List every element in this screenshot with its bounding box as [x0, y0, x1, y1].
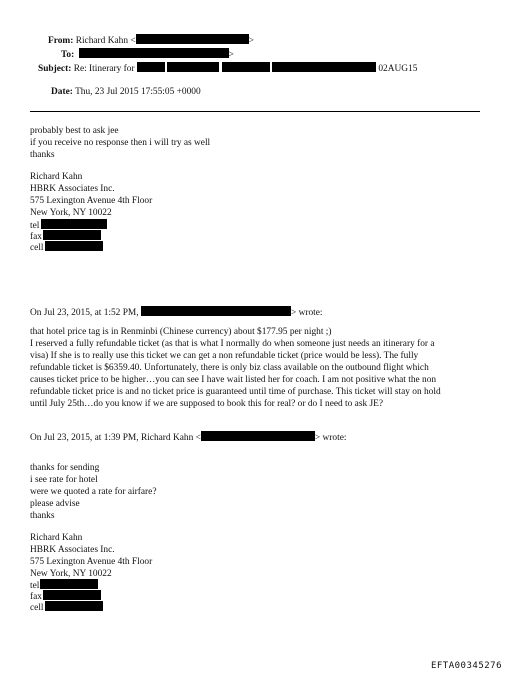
document-id: EFTA00345276: [430, 661, 502, 671]
body-line: thanks: [30, 511, 55, 521]
redaction-bar: [272, 62, 376, 72]
from-label: From:: [48, 36, 74, 46]
cell-label: cell: [30, 243, 44, 253]
redaction-bar: [222, 62, 270, 72]
quote-intro-start: On Jul 23, 2015, at 1:39 PM, Richard Kahn <: [30, 433, 201, 443]
subject-end: 02AUG15: [378, 64, 418, 74]
body-line: i see rate for hotel: [30, 475, 98, 485]
redaction-bar: [167, 62, 219, 72]
signature-address: 575 Lexington Avenue 4th Floor: [30, 196, 153, 206]
body-line: that hotel price tag is in Renminbi (Chinese currency) about $177.95 per night ;): [30, 327, 332, 337]
subject-value: Re: Itinerary for: [73, 64, 135, 74]
body-line: visa) If she is to really use this ticket we can get a non refundable ticket (price would be less). The fully: [30, 351, 419, 361]
from-close: >: [248, 36, 254, 46]
date-label: Date:: [51, 87, 73, 97]
signature-address: 575 Lexington Avenue 4th Floor: [30, 557, 153, 567]
body-line: if you receive no response then i will try as well: [30, 138, 211, 148]
from-value: Richard Kahn <: [75, 36, 136, 46]
redaction-bar: [41, 219, 107, 229]
from-row: [48, 34, 254, 46]
redaction-bar: [40, 579, 98, 589]
redaction-bar: [43, 590, 101, 600]
signature-company: HBRK Associates Inc.: [30, 545, 115, 555]
redaction-bar: [79, 48, 229, 58]
body-line: causes ticket price to be higher…you can see I have wait listed her for coach. I am not positive what the non: [30, 375, 437, 385]
body-line: thanks: [30, 150, 55, 160]
signature-company: HBRK Associates Inc.: [30, 184, 115, 194]
quote-intro-end: > wrote:: [314, 433, 347, 443]
subject-row: [38, 62, 417, 74]
redaction-bar: [141, 306, 291, 316]
body-line: probably best to ask jee: [30, 126, 119, 136]
signature-name: Richard Kahn: [30, 172, 83, 182]
date-row: [51, 87, 201, 97]
fax-label: fax: [30, 232, 42, 242]
body-line: I reserved a fully refundable ticket (as that is what I normally do when someone just needs an itinerary for a: [30, 339, 435, 349]
quote-intro-start: On Jul 23, 2015, at 1:52 PM,: [30, 308, 139, 318]
redaction-bar: [43, 230, 101, 240]
to-row: [61, 48, 234, 60]
signature-city: New York, NY 10022: [30, 208, 112, 218]
quote-intro: [30, 306, 323, 318]
to-close: >: [228, 50, 234, 60]
body-line: were we quoted a rate for airfare?: [30, 487, 157, 497]
redaction-bar: [136, 34, 249, 44]
signature-cell: [30, 601, 103, 613]
body-line: until July 25th…do you know if we are supposed to book this for real? or do I need to ask JE?: [30, 399, 384, 409]
date-value: Thu, 23 Jul 2015 17:55:05 +0000: [75, 87, 201, 97]
body-line: refundable ticket price is and no ticket price is guaranteed until time of purchase. This ticket will stay on hold: [30, 387, 441, 397]
redaction-bar: [201, 431, 315, 441]
body-line: refundable ticket is $6359.40. Unfortunately, there is only biz class available on the outbound flight which: [30, 363, 429, 373]
fax-label: fax: [30, 592, 42, 602]
body-line: please advise: [30, 499, 80, 509]
signature-city: New York, NY 10022: [30, 569, 112, 579]
subject-label: Subject:: [38, 64, 72, 74]
redaction-bar: [137, 62, 165, 72]
redaction-bar: [45, 601, 103, 611]
tel-label: tel: [30, 221, 40, 231]
signature-name: Richard Kahn: [30, 533, 83, 543]
to-label: To:: [61, 50, 75, 60]
cell-label: cell: [30, 603, 44, 613]
header-divider: [30, 111, 480, 112]
body-line: thanks for sending: [30, 463, 100, 473]
quote-intro-end: > wrote:: [290, 308, 323, 318]
redaction-bar: [45, 241, 103, 251]
quote-intro: [30, 431, 347, 443]
tel-label: tel: [30, 581, 40, 591]
signature-cell: [30, 241, 103, 253]
